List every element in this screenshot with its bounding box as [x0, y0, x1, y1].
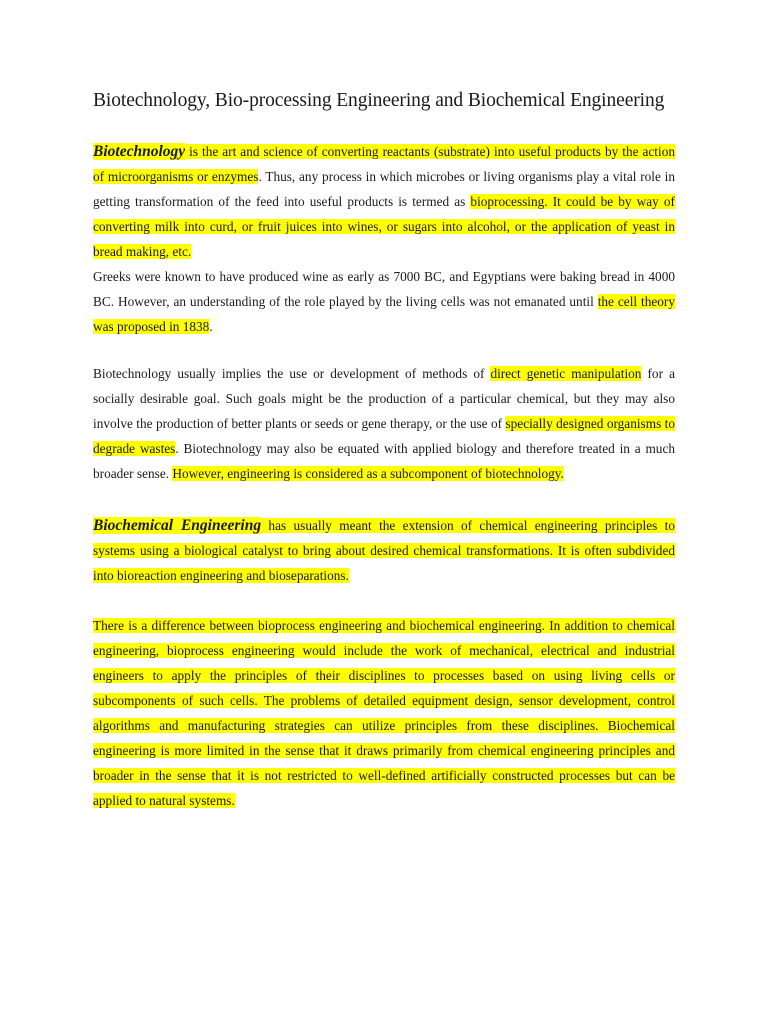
- paragraph-biochemical-engineering: [93, 513, 675, 588]
- highlight-text: direct genetic manipulation: [490, 366, 642, 381]
- paragraph-difference: [93, 613, 675, 813]
- body-text: . Biotechnology may also be equated with applied biology and therefore treated in a much broader sense.: [93, 441, 675, 481]
- paragraph-biotechnology-methods: [93, 361, 675, 486]
- document-body: [93, 88, 675, 813]
- body-text: .: [209, 319, 213, 334]
- highlight-text: specially designed organisms to degrade wastes: [93, 416, 675, 456]
- highlight-text: There is a difference between bioprocess engineering and biochemical engineering. In addition to chemical engineering, bioprocess engineering would include the work of mechanical, electrical and industrial engineers to apply the principles of their disciplines to processes based on using living cells or subcomponents of such cells. The problems of detailed equipment design, sensor development, control algorithms and manufacturing strategies can utilize principles from these disciplines. Biochemical engineering is more limited in the sense that it draws primarily from chemical engineering principles and broader in the sense that it is not restricted to well-defined artificially constructed processes but can be applied to natural systems.: [93, 618, 675, 808]
- term-biotechnology: Biotechnology: [93, 143, 186, 160]
- body-text: Greeks were known to have produced wine as early as 7000 BC, and Egyptians were baking bread in 4000 BC. However, an understanding of the role played by the living cells was not emanated until: [93, 269, 675, 309]
- paragraph-history: [93, 264, 675, 339]
- highlight-text: bioprocessing. It could be by way of converting milk into curd, or fruit juices into wines, or sugars into alcohol, or the application of yeast in bread making, etc.: [93, 194, 675, 259]
- document-title: Biotechnology, Bio-processing Engineering and Biochemical Engineering: [93, 90, 665, 111]
- highlight-text: is the art and science of converting reactants (substrate) into useful products by the action of microorganisms or enzymes: [93, 144, 675, 184]
- highlight-text: the cell theory was proposed in 1838: [93, 294, 675, 334]
- body-text: for a socially desirable goal. Such goals might be the production of a particular chemical, but they may also involve the production of better plants or seeds or gene therapy, or the use of: [93, 366, 675, 431]
- paragraph-biotechnology-definition: [93, 139, 675, 264]
- body-text: . Thus, any process in which microbes or living organisms play a vital role in getting transformation of the feed into useful products is termed as: [93, 169, 675, 209]
- body-text: Biotechnology usually implies the use or development of methods of: [93, 366, 491, 381]
- highlight-text: has usually meant the extension of chemical engineering principles to systems using a biological catalyst to bring about desired chemical transformations. It is often subdivided into bioreaction engineering and bioseparations.: [93, 518, 675, 583]
- highlight-text: However, engineering is considered as a subcomponent of biotechnology.: [172, 466, 564, 481]
- term-biochemical-engineering: Biochemical Engineering: [93, 517, 262, 534]
